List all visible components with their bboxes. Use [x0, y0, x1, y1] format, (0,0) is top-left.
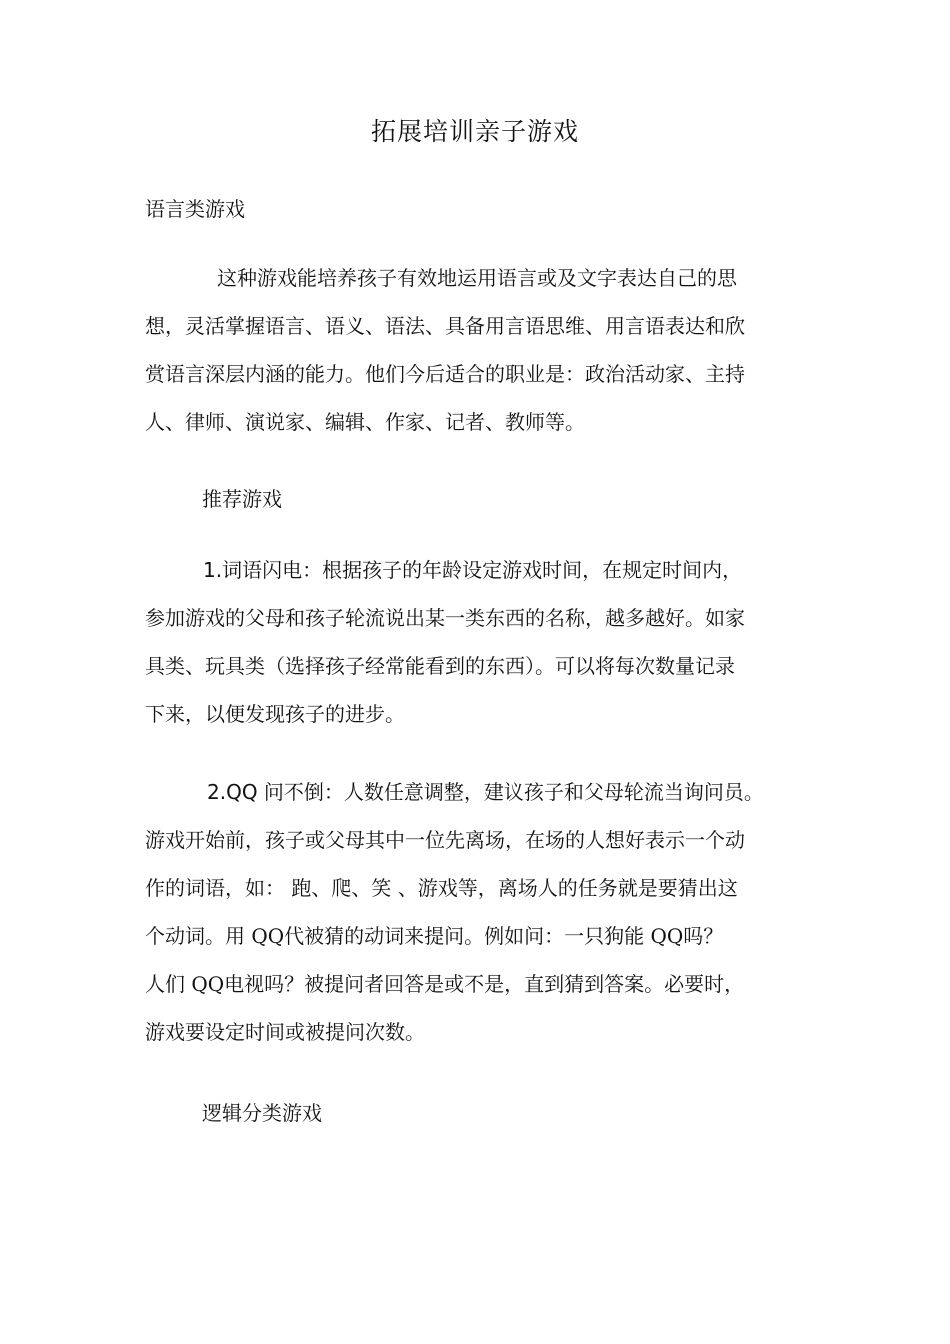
game2-line-1	[145, 768, 810, 816]
intro-line-3: 赏语言深层内涵的能力。他们今后适合的职业是：政治活动家、主持	[145, 362, 745, 386]
game2-line-5: 人们 QQ电视吗？被提问者回答是或不是，直到猜到答案。必要时，	[145, 972, 745, 996]
section-heading-language: 语言类游戏	[145, 197, 245, 221]
game1-line-3: 具类、玩具类（选择孩子经常能看到的东西）。可以将每次数量记录	[145, 654, 735, 678]
intro-line-2: 想，灵活掌握语言、语义、语法、具备用言语思维、用言语表达和欣	[145, 314, 745, 338]
game1-line-1-text: 词语闪电：根据孩子的年龄设定游戏时间，在规定时间内，	[222, 558, 743, 582]
intro-line-1: 这种游戏能培养孩子有效地运用语言或及文字表达自己的思	[217, 266, 737, 290]
game2-line-1-text: 问不倒：人数任意调整，建议孩子和父母轮流当询问员。	[257, 780, 764, 804]
game2-line-3: 作的词语，如： 跑、爬、笑 、游戏等，离场人的任务就是要猜出这	[145, 876, 738, 900]
game1-line-1	[145, 546, 810, 594]
recommend-heading: 推荐游戏	[202, 487, 282, 511]
game2-number: 2.QQ	[207, 780, 258, 804]
game1-number: 1.	[203, 558, 223, 582]
game2-paragraph	[145, 768, 810, 1056]
intro-line-4: 人、律师、演说家、编辑、作家、记者、教师等。	[145, 410, 585, 434]
game1-line-2: 参加游戏的父母和孩子轮流说出某一类东西的名称，越多越好。如家	[145, 606, 745, 630]
game1-line-4: 下来，以便发现孩子的进步。	[145, 702, 405, 726]
section-heading-logic: 逻辑分类游戏	[202, 1101, 322, 1125]
document-title: 拓展培训亲子游戏	[370, 117, 579, 146]
game2-line-6: 游戏要设定时间或被提问次数。	[145, 1020, 425, 1044]
game2-line-2: 游戏开始前，孩子或父母其中一位先离场，在场的人想好表示一个动	[145, 828, 745, 852]
game1-paragraph	[145, 546, 810, 738]
intro-paragraph	[145, 254, 810, 446]
game2-line-4: 个动词。用 QQ代被猜的动词来提问。例如问：一只狗能 QQ吗？	[145, 924, 724, 948]
